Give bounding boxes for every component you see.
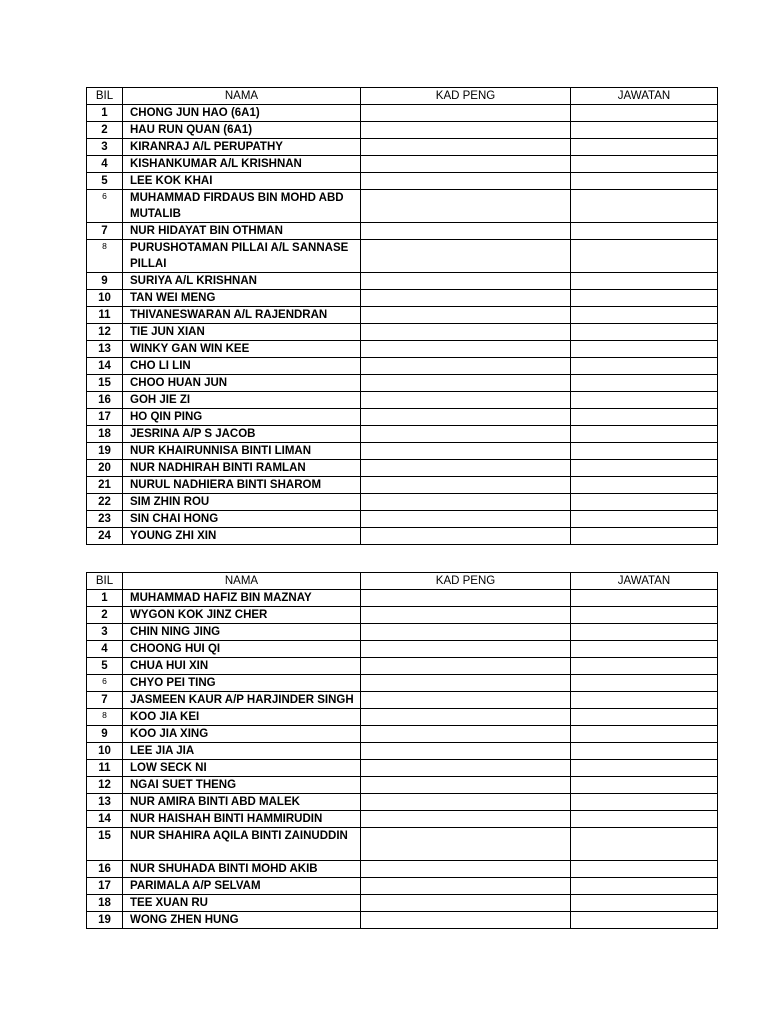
- cell-kad-peng: [361, 675, 571, 692]
- cell-bil: 11: [87, 307, 123, 324]
- cell-nama: KISHANKUMAR A/L KRISHNAN: [123, 156, 361, 173]
- cell-bil: 18: [87, 895, 123, 912]
- cell-bil: 21: [87, 477, 123, 494]
- cell-bil: 16: [87, 392, 123, 409]
- cell-bil: 7: [87, 692, 123, 709]
- cell-kad-peng: [361, 811, 571, 828]
- cell-bil: 3: [87, 624, 123, 641]
- cell-nama: HAU RUN QUAN (6A1): [123, 122, 361, 139]
- table-row: [87, 878, 718, 895]
- cell-jawatan: [571, 156, 718, 173]
- table-row: [87, 375, 718, 392]
- cell-jawatan: [571, 273, 718, 290]
- cell-nama: SIN CHAI HONG: [123, 511, 361, 528]
- cell-nama: TIE JUN XIAN: [123, 324, 361, 341]
- cell-jawatan: [571, 511, 718, 528]
- cell-kad-peng: [361, 341, 571, 358]
- cell-jawatan: [571, 139, 718, 156]
- cell-nama: PURUSHOTAMAN PILLAI A/L SANNASE PILLAI: [123, 240, 361, 273]
- cell-jawatan: [571, 173, 718, 190]
- table-row: [87, 709, 718, 726]
- cell-jawatan: [571, 122, 718, 139]
- cell-kad-peng: [361, 590, 571, 607]
- cell-nama: CHONG JUN HAO (6A1): [123, 105, 361, 122]
- cell-kad-peng: [361, 912, 571, 929]
- cell-kad-peng: [361, 426, 571, 443]
- table-row: [87, 494, 718, 511]
- cell-nama: NUR AMIRA BINTI ABD MALEK: [123, 794, 361, 811]
- cell-bil: 13: [87, 794, 123, 811]
- cell-bil: 10: [87, 743, 123, 760]
- cell-kad-peng: [361, 156, 571, 173]
- cell-jawatan: [571, 392, 718, 409]
- cell-kad-peng: [361, 861, 571, 878]
- table-row: [87, 511, 718, 528]
- cell-jawatan: [571, 477, 718, 494]
- cell-jawatan: [571, 878, 718, 895]
- header-row: [87, 573, 718, 590]
- cell-jawatan: [571, 590, 718, 607]
- cell-nama: NUR HAISHAH BINTI HAMMIRUDIN: [123, 811, 361, 828]
- cell-jawatan: [571, 358, 718, 375]
- cell-jawatan: [571, 240, 718, 273]
- table-row: [87, 624, 718, 641]
- cell-kad-peng: [361, 658, 571, 675]
- table-row: [87, 324, 718, 341]
- cell-kad-peng: [361, 528, 571, 545]
- table-row: [87, 426, 718, 443]
- table-row: [87, 760, 718, 777]
- cell-kad-peng: [361, 794, 571, 811]
- cell-jawatan: [571, 895, 718, 912]
- cell-jawatan: [571, 743, 718, 760]
- cell-kad-peng: [361, 641, 571, 658]
- table-row: [87, 675, 718, 692]
- header-nama: NAMA: [123, 88, 361, 105]
- cell-kad-peng: [361, 122, 571, 139]
- cell-nama: WONG ZHEN HUNG: [123, 912, 361, 929]
- cell-kad-peng: [361, 895, 571, 912]
- table-row: [87, 290, 718, 307]
- cell-nama: TEE XUAN RU: [123, 895, 361, 912]
- cell-kad-peng: [361, 105, 571, 122]
- cell-jawatan: [571, 624, 718, 641]
- cell-nama: HO QIN PING: [123, 409, 361, 426]
- cell-bil: 24: [87, 528, 123, 545]
- cell-bil: 17: [87, 409, 123, 426]
- header-bil: BIL: [87, 573, 123, 590]
- cell-jawatan: [571, 426, 718, 443]
- header-bil: BIL: [87, 88, 123, 105]
- cell-kad-peng: [361, 223, 571, 240]
- table-row: [87, 777, 718, 794]
- cell-nama: CHOO HUAN JUN: [123, 375, 361, 392]
- cell-kad-peng: [361, 443, 571, 460]
- header-kad-peng: KAD PENG: [361, 88, 571, 105]
- table-row: [87, 173, 718, 190]
- cell-nama: THIVANESWARAN A/L RAJENDRAN: [123, 307, 361, 324]
- cell-bil: 14: [87, 811, 123, 828]
- cell-jawatan: [571, 794, 718, 811]
- table-row: [87, 590, 718, 607]
- cell-jawatan: [571, 861, 718, 878]
- cell-bil: 12: [87, 324, 123, 341]
- cell-jawatan: [571, 760, 718, 777]
- cell-kad-peng: [361, 511, 571, 528]
- cell-nama: KOO JIA KEI: [123, 709, 361, 726]
- cell-kad-peng: [361, 494, 571, 511]
- cell-bil: 18: [87, 426, 123, 443]
- cell-nama: CHO LI LIN: [123, 358, 361, 375]
- cell-kad-peng: [361, 828, 571, 861]
- cell-bil: 8: [87, 709, 123, 726]
- cell-kad-peng: [361, 240, 571, 273]
- table-row: [87, 307, 718, 324]
- cell-nama: NUR HIDAYAT BIN OTHMAN: [123, 223, 361, 240]
- cell-bil: 9: [87, 273, 123, 290]
- cell-kad-peng: [361, 358, 571, 375]
- roster-table-2: [86, 572, 718, 929]
- cell-nama: NUR NADHIRAH BINTI RAMLAN: [123, 460, 361, 477]
- table-row: [87, 607, 718, 624]
- header-row: [87, 88, 718, 105]
- cell-bil: 14: [87, 358, 123, 375]
- table-row: [87, 912, 718, 929]
- table-row: [87, 477, 718, 494]
- cell-jawatan: [571, 777, 718, 794]
- table-row: [87, 528, 718, 545]
- cell-jawatan: [571, 528, 718, 545]
- cell-kad-peng: [361, 878, 571, 895]
- cell-nama: JASMEEN KAUR A/P HARJINDER SINGH: [123, 692, 361, 709]
- cell-bil: 9: [87, 726, 123, 743]
- cell-nama: YOUNG ZHI XIN: [123, 528, 361, 545]
- cell-nama: KIRANRAJ A/L PERUPATHY: [123, 139, 361, 156]
- roster-table-1: [86, 87, 718, 545]
- cell-bil: 23: [87, 511, 123, 528]
- cell-nama: SIM ZHIN ROU: [123, 494, 361, 511]
- table-row: [87, 811, 718, 828]
- cell-bil: 3: [87, 139, 123, 156]
- cell-jawatan: [571, 307, 718, 324]
- cell-kad-peng: [361, 139, 571, 156]
- cell-kad-peng: [361, 173, 571, 190]
- cell-jawatan: [571, 190, 718, 223]
- cell-bil: 1: [87, 105, 123, 122]
- table-row: [87, 190, 718, 223]
- table-row: [87, 358, 718, 375]
- cell-jawatan: [571, 341, 718, 358]
- cell-kad-peng: [361, 777, 571, 794]
- cell-kad-peng: [361, 190, 571, 223]
- table-row: [87, 409, 718, 426]
- cell-jawatan: [571, 811, 718, 828]
- cell-nama: CHYO PEI TING: [123, 675, 361, 692]
- cell-nama: CHUA HUI XIN: [123, 658, 361, 675]
- table-row: [87, 726, 718, 743]
- header-jawatan: JAWATAN: [571, 88, 718, 105]
- header-kad-peng: KAD PENG: [361, 573, 571, 590]
- cell-bil: 11: [87, 760, 123, 777]
- cell-nama: NUR SHAHIRA AQILA BINTI ZAINUDDIN: [123, 828, 361, 861]
- cell-nama: LEE KOK KHAI: [123, 173, 361, 190]
- cell-bil: 15: [87, 375, 123, 392]
- cell-jawatan: [571, 607, 718, 624]
- cell-jawatan: [571, 726, 718, 743]
- cell-nama: GOH JIE ZI: [123, 392, 361, 409]
- table-row: [87, 156, 718, 173]
- cell-bil: 8: [87, 240, 123, 273]
- cell-bil: 4: [87, 156, 123, 173]
- cell-jawatan: [571, 409, 718, 426]
- table-row: [87, 895, 718, 912]
- table-row: [87, 240, 718, 273]
- cell-jawatan: [571, 641, 718, 658]
- cell-bil: 22: [87, 494, 123, 511]
- cell-nama: NURUL NADHIERA BINTI SHAROM: [123, 477, 361, 494]
- cell-jawatan: [571, 675, 718, 692]
- cell-kad-peng: [361, 375, 571, 392]
- cell-nama: NUR SHUHADA BINTI MOHD AKIB: [123, 861, 361, 878]
- cell-jawatan: [571, 828, 718, 861]
- cell-jawatan: [571, 709, 718, 726]
- cell-bil: 19: [87, 912, 123, 929]
- cell-bil: 6: [87, 675, 123, 692]
- cell-kad-peng: [361, 290, 571, 307]
- table-row: [87, 139, 718, 156]
- cell-nama: NGAI SUET THENG: [123, 777, 361, 794]
- cell-bil: 2: [87, 607, 123, 624]
- table-row: [87, 223, 718, 240]
- cell-jawatan: [571, 912, 718, 929]
- table-row: [87, 341, 718, 358]
- cell-kad-peng: [361, 743, 571, 760]
- cell-kad-peng: [361, 460, 571, 477]
- cell-kad-peng: [361, 709, 571, 726]
- cell-kad-peng: [361, 760, 571, 777]
- cell-bil: 6: [87, 190, 123, 223]
- cell-bil: 5: [87, 173, 123, 190]
- cell-nama: LEE JIA JIA: [123, 743, 361, 760]
- cell-nama: JESRINA A/P S JACOB: [123, 426, 361, 443]
- cell-nama: CHIN NING JING: [123, 624, 361, 641]
- table-row: [87, 828, 718, 861]
- cell-jawatan: [571, 290, 718, 307]
- cell-bil: 16: [87, 861, 123, 878]
- cell-bil: 4: [87, 641, 123, 658]
- cell-jawatan: [571, 460, 718, 477]
- cell-jawatan: [571, 494, 718, 511]
- cell-bil: 1: [87, 590, 123, 607]
- cell-kad-peng: [361, 273, 571, 290]
- cell-jawatan: [571, 443, 718, 460]
- cell-kad-peng: [361, 392, 571, 409]
- cell-bil: 13: [87, 341, 123, 358]
- cell-bil: 17: [87, 878, 123, 895]
- cell-jawatan: [571, 223, 718, 240]
- cell-jawatan: [571, 324, 718, 341]
- cell-nama: TAN WEI MENG: [123, 290, 361, 307]
- cell-nama: WYGON KOK JINZ CHER: [123, 607, 361, 624]
- cell-kad-peng: [361, 692, 571, 709]
- table-row: [87, 658, 718, 675]
- cell-kad-peng: [361, 624, 571, 641]
- table-row: [87, 392, 718, 409]
- header-jawatan: JAWATAN: [571, 573, 718, 590]
- cell-nama: KOO JIA XING: [123, 726, 361, 743]
- cell-nama: CHOONG HUI QI: [123, 641, 361, 658]
- cell-kad-peng: [361, 409, 571, 426]
- table-row: [87, 692, 718, 709]
- cell-nama: NUR KHAIRUNNISA BINTI LIMAN: [123, 443, 361, 460]
- cell-nama: MUHAMMAD FIRDAUS BIN MOHD ABD MUTALIB: [123, 190, 361, 223]
- table-row: [87, 105, 718, 122]
- cell-jawatan: [571, 375, 718, 392]
- cell-kad-peng: [361, 477, 571, 494]
- cell-bil: 12: [87, 777, 123, 794]
- header-nama: NAMA: [123, 573, 361, 590]
- cell-bil: 20: [87, 460, 123, 477]
- cell-kad-peng: [361, 607, 571, 624]
- cell-nama: MUHAMMAD HAFIZ BIN MAZNAY: [123, 590, 361, 607]
- cell-nama: WINKY GAN WIN KEE: [123, 341, 361, 358]
- cell-bil: 5: [87, 658, 123, 675]
- table-row: [87, 460, 718, 477]
- cell-kad-peng: [361, 307, 571, 324]
- cell-nama: PARIMALA A/P SELVAM: [123, 878, 361, 895]
- table-row: [87, 743, 718, 760]
- cell-jawatan: [571, 105, 718, 122]
- cell-bil: 7: [87, 223, 123, 240]
- cell-nama: SURIYA A/L KRISHNAN: [123, 273, 361, 290]
- cell-nama: LOW SECK NI: [123, 760, 361, 777]
- table-row: [87, 861, 718, 878]
- cell-kad-peng: [361, 324, 571, 341]
- table-row: [87, 273, 718, 290]
- cell-bil: 19: [87, 443, 123, 460]
- cell-bil: 10: [87, 290, 123, 307]
- table-row: [87, 122, 718, 139]
- table-row: [87, 443, 718, 460]
- cell-jawatan: [571, 658, 718, 675]
- table-row: [87, 794, 718, 811]
- table-row: [87, 641, 718, 658]
- cell-bil: 2: [87, 122, 123, 139]
- cell-kad-peng: [361, 726, 571, 743]
- cell-bil: 15: [87, 828, 123, 861]
- cell-jawatan: [571, 692, 718, 709]
